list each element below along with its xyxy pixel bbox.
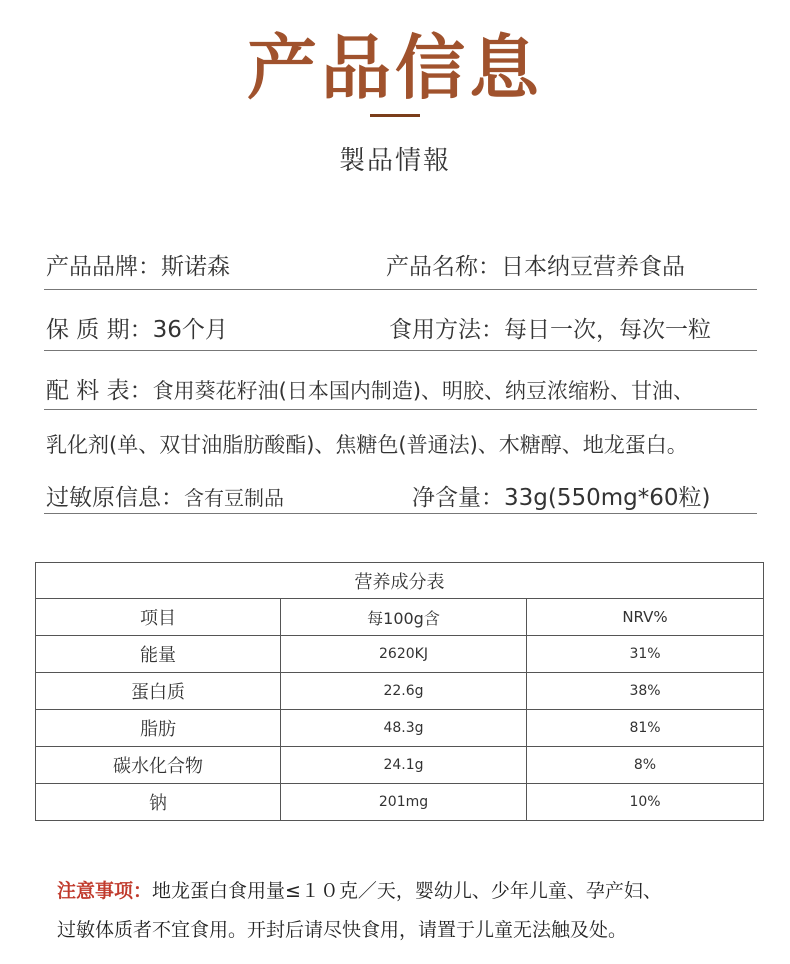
allergen-label: 过敏原信息：: [46, 485, 184, 511]
table-row: [36, 784, 764, 821]
brand-value: 斯诺森: [161, 254, 230, 280]
nutrient-nrv: 38%: [527, 673, 764, 710]
nutrient-nrv: 31%: [527, 636, 764, 673]
shelf-life-value: 36个月: [152, 317, 228, 343]
table-row: [36, 747, 764, 784]
nutrient-amount: 48.3g: [281, 710, 527, 747]
nutrient-nrv: 81%: [527, 710, 764, 747]
product-name-value: 日本纳豆营养食品: [501, 254, 685, 280]
column-header-per100g: 每100g含: [281, 599, 527, 636]
column-header-nrv: NRV%: [527, 599, 764, 636]
shelf-life-row: [46, 311, 228, 344]
page-subtitle: 製品情報: [338, 146, 451, 176]
nutrient-amount: 24.1g: [281, 747, 527, 784]
title-underline: [370, 114, 420, 117]
divider: [44, 289, 757, 290]
nutrient-name: 碳水化合物: [36, 747, 281, 784]
usage-label: 食用方法：: [389, 317, 504, 343]
nutrient-nrv: 8%: [527, 747, 764, 784]
notice-text-1: 地龙蛋白食用量≤１０克／天，婴幼儿、少年儿童、孕产妇、: [152, 880, 662, 902]
column-header-item: 项目: [36, 599, 281, 636]
nutrient-name: 脂肪: [36, 710, 281, 747]
nutrition-table: [35, 562, 764, 821]
brand-row: [46, 248, 230, 281]
nutrient-amount: 22.6g: [281, 673, 527, 710]
page-title: 产品信息: [247, 27, 543, 109]
product-name-label: 产品名称：: [386, 254, 501, 280]
nutrient-name: 能量: [36, 636, 281, 673]
brand-label: 产品品牌：: [46, 254, 161, 280]
table-row: [36, 673, 764, 710]
divider: [44, 513, 757, 514]
nutrition-table-title: 营养成分表: [36, 563, 764, 599]
nutrient-name: 蛋白质: [36, 673, 281, 710]
ingredients-row: [46, 372, 694, 405]
net-content-label: 净含量：: [412, 485, 504, 511]
nutrient-amount: 2620KJ: [281, 636, 527, 673]
net-content-value: 33g(550mg*60粒): [504, 485, 711, 511]
net-content-row: [412, 479, 710, 512]
usage-row: [389, 311, 711, 344]
ingredients-line2: 乳化剂(单、双甘油脂肪酸酯)、焦糖色(普通法)、木糖醇、地龙蛋白。: [46, 433, 688, 457]
usage-value: 每日一次，每次一粒: [504, 317, 711, 343]
notice-line1: [57, 876, 662, 903]
divider: [44, 350, 757, 351]
nutrient-nrv: 10%: [527, 784, 764, 821]
nutrient-amount: 201mg: [281, 784, 527, 821]
allergen-row: [46, 479, 284, 512]
notice-text-2: 过敏体质者不宜食用。开封后请尽快食用，请置于儿童无法触及处。: [57, 919, 628, 941]
table-row: [36, 636, 764, 673]
ingredients-label: 配 料 表：: [46, 378, 153, 404]
shelf-life-label: 保 质 期：: [46, 317, 153, 343]
table-row: [36, 710, 764, 747]
allergen-value: 含有豆制品: [184, 486, 284, 510]
ingredients-line1: 食用葵花籽油(日本国内制造)、明胶、纳豆浓缩粉、甘油、: [152, 379, 695, 403]
nutrient-name: 钠: [36, 784, 281, 821]
notice-label: 注意事项：: [57, 880, 153, 902]
product-name-row: [386, 248, 685, 281]
divider: [44, 409, 757, 410]
